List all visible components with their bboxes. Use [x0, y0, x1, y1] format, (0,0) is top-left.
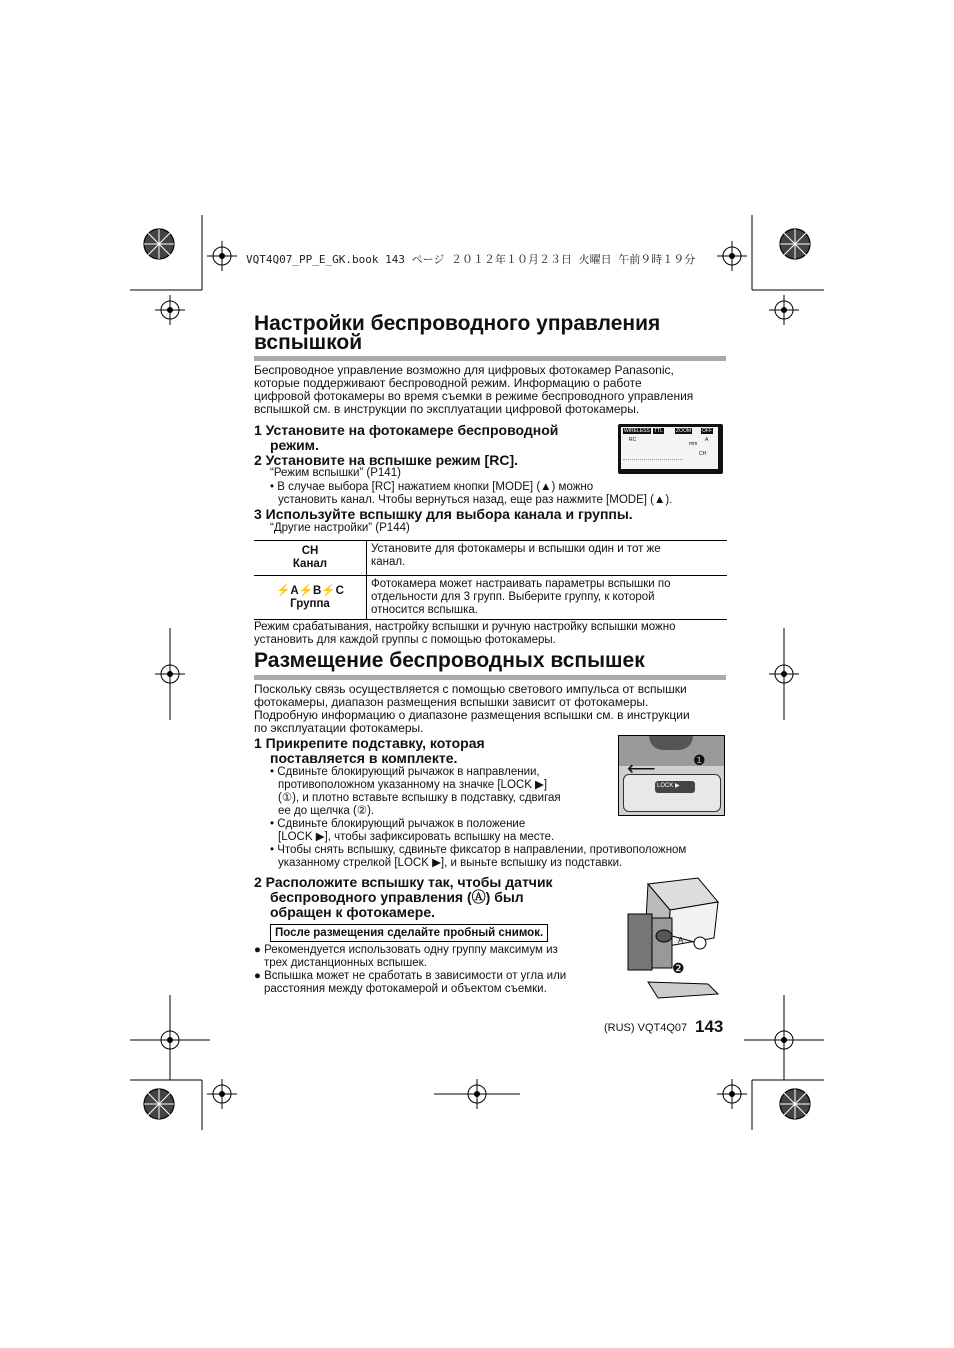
test-shot-box: После размещения сделайте пробный снимок.	[270, 924, 548, 942]
book-header: VQT4Q07_PP_E_GK.book 143 ページ ２０１２年１０月２３日 火曜日 午前９時１９分	[246, 253, 696, 266]
callout-a: A	[678, 936, 684, 945]
section1-intro: Беспроводное управление возможно для цифровых фотокамер Panasonic, которые поддерживают беспроводной режим. Информацию о работе цифровой фотокамеры во время съемки в режиме беспроводного управления вспышкой см. в инструкции по эксплуатации цифровой фотокамеры.	[254, 363, 694, 416]
footer-code: (RUS) VQT4Q07	[604, 1022, 688, 1034]
s1-step2-note1: • В случае выбора [RC] нажатием кнопки [MODE] (▲) можно	[270, 481, 594, 493]
s2-step1-line2: поставляется в комплекте.	[270, 750, 458, 766]
s2-bullets: ● Рекомендуется использовать одну группу максимум из трех дистанционных вспышек. ● Вспышка может не сработать в зависимости от угла или расстояния между фотокамерой и объектом съемки.	[254, 944, 567, 995]
s1-step1-line2: режим.	[270, 437, 319, 453]
section1-title-line1: Настройки беспроводного управления	[254, 312, 661, 335]
s1-step2: 2 Установите на вспышке режим [RC].	[254, 452, 518, 468]
s2-step2-line1: 2 Расположите вспышку так, чтобы датчик	[254, 874, 553, 890]
title-rule	[254, 356, 726, 361]
callout-2: ❷	[672, 960, 685, 976]
channel-group-table	[254, 540, 727, 620]
s1-step2-ref: “Режим вспышки” (P141)	[270, 467, 401, 479]
section1-title-line2: вспышкой	[254, 331, 363, 354]
wireless-flash-illustration	[618, 874, 724, 1002]
table-row: CH Канал Установите для фотокамеры и вспышки один и тот же канал.	[254, 541, 727, 576]
table-row: ⚡A⚡B⚡C Группа Фотокамера может настраивать параметры вспышки по отдельности для 3 групп. Выберите группу, к которой относится вспышка.	[254, 576, 727, 620]
s2-step2-line3: обращен к фотокамере.	[270, 904, 436, 920]
section2-title: Размещение беспроводных вспышек	[254, 649, 645, 672]
title-rule	[254, 675, 726, 680]
s2-step2-line2: беспроводного управления (Ⓐ) был	[270, 889, 524, 905]
s1-step2-note2: установить канал. Чтобы вернуться назад, еще раз нажмите [MODE] (▲).	[278, 494, 673, 506]
s1-step3: 3 Используйте вспышку для выбора канала и группы.	[254, 506, 633, 522]
stand-illustration: LOCK ▶ ⟵ ❶	[618, 735, 725, 816]
s1-step3-ref: “Другие настройки” (P144)	[270, 522, 410, 534]
page-number: 143	[695, 1017, 724, 1036]
arrow-left-icon: ⟵	[627, 758, 656, 780]
s1-step1-line1: 1 Установите на фотокамере беспроводной	[254, 422, 559, 438]
flash-lcd-illustration: WIRELESS TTL ZOOM OFF RC mm A CH	[618, 424, 723, 474]
section2-intro: Поскольку связь осуществляется с помощью светового импульса от вспышки фотокамеры, диапазон размещения вспышки зависит от фотокамеры. Подробную информацию о диапазоне размещения вспышки см. в инструкции по эксплуатации фотокамеры.	[254, 682, 690, 735]
after-table-text: Режим срабатывания, настройку вспышки и ручную настройку вспышки можно установить для каждой группы с помощью фотокамеры.	[254, 621, 676, 646]
s2-step1-line1: 1 Прикрепите подставку, которая	[254, 735, 485, 751]
s2-step1-bullets: • Сдвиньте блокирующий рычажок в направлении, противоположном указанному на значке [LOCK ▶] (①), и плотно вставьте вспышку в подставку, сдвигая ее до щелчка (②). • Сдвиньте блокирующий рычажок в положение [LOCK ▶], чтобы зафиксировать вспышку на месте. • Чтобы снять вспышку, сдвиньте фиксатор в направлении, противоположном указанному стрелкой [LOCK ▶], и выньте вспышку из подставки.	[270, 766, 687, 869]
